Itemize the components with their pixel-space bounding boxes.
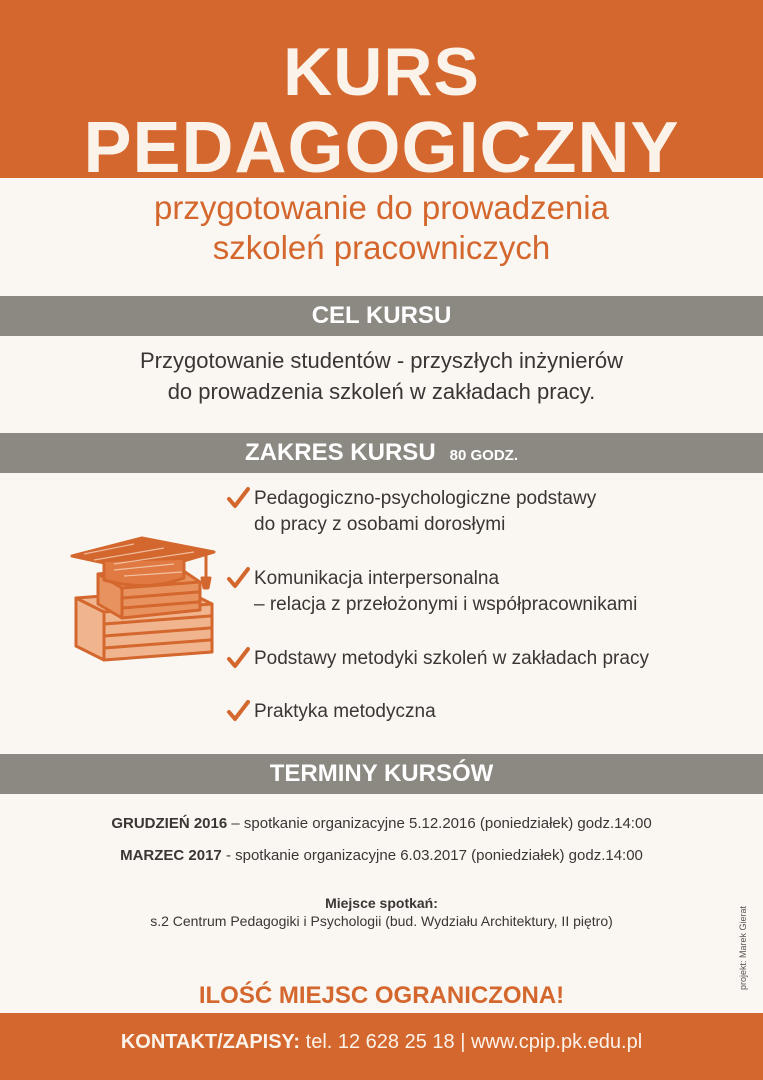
list-item-line-2: do pracy z osobami dorosłymi [254, 514, 506, 535]
graduation-cap-books-icon [64, 534, 224, 664]
term-detail: - spotkanie organizacyjne 6.03.2017 (poniedziałek) godz.14:00 [221, 847, 643, 864]
term-month: GRUDZIEŃ 2016 [111, 815, 228, 832]
design-credit: projekt: Marek Gierat [738, 905, 748, 990]
place-heading: Miejsce spotkań: [325, 895, 438, 911]
list-item-line-2: – relacja z przełożonymi i współpracownikami [254, 594, 638, 615]
subtitle-line-2: szkoleń pracowniczych [212, 229, 551, 266]
section-heading-cel: CEL KURSU [0, 296, 763, 336]
zakres-heading-text: ZAKRES KURSU [244, 439, 436, 466]
term-entry [0, 813, 763, 835]
title-line-2 [0, 108, 763, 188]
place-text: s.2 Centrum Pedagogiki i Psychologii (bud. Wydziału Architektury, II piętro) [150, 913, 613, 929]
subtitle-line-1: przygotowanie do prowadzenia [154, 189, 609, 226]
goal-line-2: do prowadzenia szkoleń w zakładach pracy. [167, 379, 596, 404]
term-detail: – spotkanie organizacyjne 5.12.2016 (poniedziałek) godz.14:00 [227, 815, 652, 832]
title-line-1: KURS [283, 34, 480, 110]
section-heading-zakres [0, 433, 763, 473]
list-item-line-1: Komunikacja interpersonalna [254, 568, 500, 589]
hours-badge: 80 GODZ. [449, 447, 519, 464]
check-icon [226, 487, 250, 511]
limited-seats-notice: ILOŚĆ MIEJSC OGRANICZONA! [198, 982, 565, 1009]
term-entry [0, 845, 763, 867]
section-heading-terminy: TERMINY KURSÓW [0, 754, 763, 794]
list-item-line-1: Praktyka metodyczna [254, 701, 436, 722]
goal-line-1: Przygotowanie studentów - przyszłych inżynierów [140, 348, 623, 373]
check-icon [226, 700, 250, 724]
term-month: MARZEC 2017 [120, 847, 222, 864]
list-item-line-1: Pedagogiczno-psychologiczne podstawy [254, 488, 597, 509]
contact-label: KONTAKT/ZAPISY: [120, 1031, 301, 1053]
list-item-line-1: Podstawy metodyki szkoleń w zakładach pracy [254, 648, 649, 669]
title-line-2-text: PEDAGOGICZNY [83, 108, 680, 188]
check-icon [226, 567, 250, 591]
contact-text: tel. 12 628 25 18 | www.cpip.pk.edu.pl [300, 1031, 643, 1053]
contact-band [0, 1013, 763, 1080]
check-icon [226, 647, 250, 671]
